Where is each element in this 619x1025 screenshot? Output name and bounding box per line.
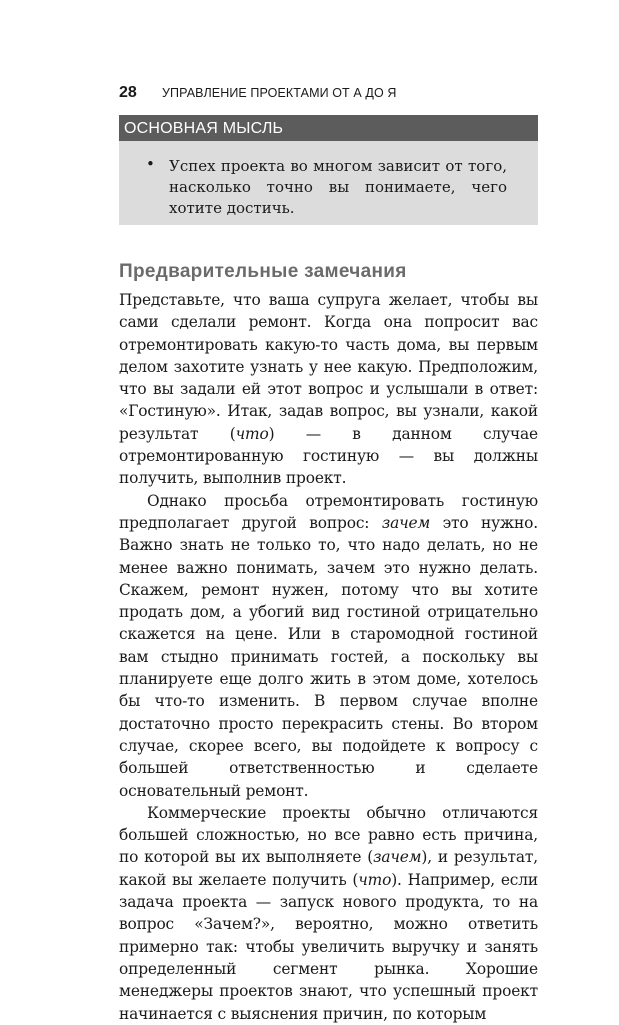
bullet-icon: • bbox=[146, 155, 155, 173]
running-title: УПРАВЛЕНИЕ ПРОЕКТАМИ ОТ А ДО Я bbox=[162, 86, 397, 100]
page-number: 28 bbox=[119, 84, 137, 101]
section-title: Предварительные замечания bbox=[119, 261, 407, 282]
paragraph-3 bbox=[119, 802, 538, 1025]
paragraph-1-text-b: ) — в данном случае отремонтированную гостиную — вы должны получить, выполнив проект. bbox=[119, 424, 538, 488]
paragraph-2-text-a: Однако просьба отремонтировать гостиную предполагает другой вопрос: bbox=[119, 491, 538, 532]
key-idea-item bbox=[147, 156, 507, 219]
paragraph-3-emphasis-2: что bbox=[358, 870, 392, 889]
paragraph-1-text-a: Представьте, что ваша супруга желает, чтобы вы сами сделали ремонт. Когда она попросит вас отремонтировать какую-то часть дома, вы первым делом захотите узнать у нее какую. Предположим, что вы задали ей этот вопрос и услышали в ответ: «Гостиную». Итак, задав вопрос, вы узнали, какой результат ( bbox=[119, 291, 538, 443]
paragraph-2-emphasis: зачем bbox=[381, 513, 431, 532]
body-text bbox=[119, 289, 538, 1025]
paragraph-3-emphasis-1: зачем bbox=[373, 848, 422, 867]
paragraph-3-text-b: ), и результат, какой вы желаете получить ( bbox=[119, 848, 538, 889]
key-idea-box bbox=[119, 115, 538, 225]
paragraph-3-text-a: Коммерческие проекты обычно отличаются большей сложностью, но все равно есть причина, по которой вы их выполняете ( bbox=[119, 803, 538, 867]
paragraph-3-text-c: ). Например, если задача проекта — запуск нового продукта, то на вопрос «Зачем?», вероятно, можно ответить примерно так: чтобы увеличить выручку и занять определенный сегмент рынка. Хорошие менеджеры проектов знают, что успешный проект начинается с выяснения причин, по которым bbox=[119, 870, 538, 1023]
paragraph-2-text-b: это нужно. Важно знать не только то, что надо делать, но не менее важно понимать, зачем это нужно делать. Скажем, ремонт нужен, потому что вы хотите продать дом, а убогий вид гостиной отрицательно скажется на цене. Или в старомодной гостиной вам стыдно принимать гостей, а поскольку вы планируете еще долго жить в этом доме, хотелось бы что-то изменить. В первом случае вполне достаточно просто перекрасить стены. Во втором случае, скорее всего, вы подойдете к вопросу с большей ответственностью и сделаете основательный ремонт. bbox=[119, 513, 538, 800]
paragraph-2 bbox=[119, 490, 538, 802]
paragraph-1-emphasis: что bbox=[235, 424, 269, 443]
key-idea-title: ОСНОВНАЯ МЫСЛЬ bbox=[119, 115, 538, 141]
running-head bbox=[119, 84, 538, 104]
key-idea-text: Успех проекта во многом зависит от того, насколько точно вы понимаете, чего хотите достичь. bbox=[169, 157, 507, 217]
paragraph-1 bbox=[119, 289, 538, 490]
